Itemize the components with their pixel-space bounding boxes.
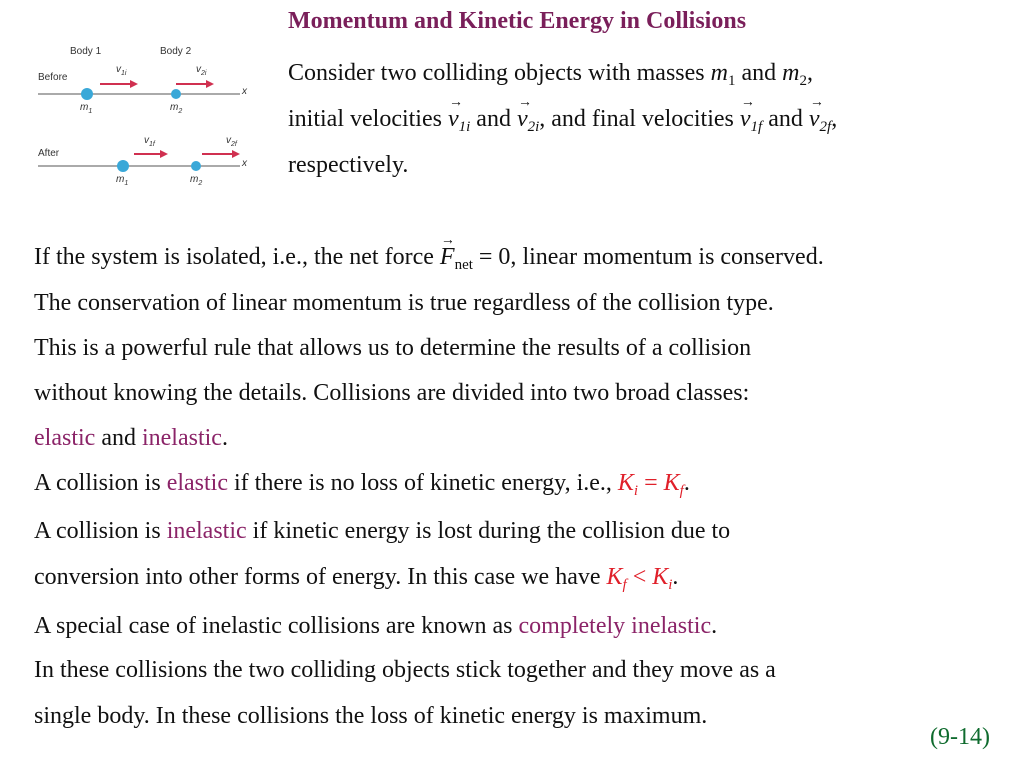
intro-line-1: Consider two colliding objects with masses $m_1$ and $m_2$, bbox=[288, 60, 813, 89]
m2-before-label: $m_2$ bbox=[170, 102, 183, 115]
para-line-6: A collision is elastic if there is no loss of kinetic energy, i.e., $K_i = K_f$. bbox=[34, 470, 690, 499]
body1-after-ball bbox=[117, 160, 129, 172]
m1-before-label: $m_1$ bbox=[80, 102, 93, 115]
m2-after-label: $m_2$ bbox=[190, 174, 203, 187]
body2-before-ball bbox=[171, 89, 181, 99]
body2-after-ball bbox=[191, 161, 201, 171]
slide-title: Momentum and Kinetic Energy in Collisions bbox=[288, 8, 747, 34]
v2i-label: $v_{2i}$ bbox=[196, 64, 207, 77]
m1-after-label: $m_1$ bbox=[116, 174, 129, 187]
para-line-11: single body. In these collisions the loss of kinetic energy is maximum. bbox=[34, 703, 708, 729]
para-line-3: This is a powerful rule that allows us to determine the results of a collision bbox=[34, 335, 752, 361]
para-line-7: A collision is inelastic if kinetic energy is lost during the collision due to bbox=[34, 518, 731, 544]
para-line-8: conversion into other forms of energy. In this case we have $K_f < K_i$. bbox=[34, 564, 679, 593]
body2-label: Body 2 bbox=[160, 46, 192, 57]
intro-line-2: initial velocities → $v_{1i}$ and → $v_{2i}$, and final velocities → $v_{1f}$ and → $v_{2f}$, bbox=[288, 104, 837, 142]
v1f-label: $v_{1f}$ bbox=[144, 135, 155, 148]
para-line-2: The conservation of linear momentum is true regardless of the collision type. bbox=[34, 290, 774, 316]
para-line-5: elastic and inelastic. bbox=[34, 425, 228, 451]
x-axis-label-after: x bbox=[242, 158, 247, 169]
para-line-9: A special case of inelastic collisions are known as completely inelastic. bbox=[34, 613, 718, 639]
body1-before-ball bbox=[81, 88, 93, 100]
before-label: Before bbox=[38, 72, 68, 83]
slide-number: (9-14) bbox=[930, 724, 990, 750]
after-label: After bbox=[38, 148, 60, 159]
para-line-4: without knowing the details. Collisions are divided into two broad classes: bbox=[34, 380, 750, 406]
para-line-1: If the system is isolated, i.e., the net force → $F_{net} = 0$, linear momentum is conserved. bbox=[34, 242, 824, 280]
v1i-label: $v_{1i}$ bbox=[116, 64, 127, 77]
x-axis-label-before: x bbox=[242, 86, 247, 97]
para-line-10: In these collisions the two colliding objects stick together and they move as a bbox=[34, 657, 776, 683]
body1-label: Body 1 bbox=[70, 46, 102, 57]
collision-diagram bbox=[30, 40, 260, 190]
v2f-label: $v_{2f}$ bbox=[226, 135, 237, 148]
collision-figure bbox=[30, 40, 260, 190]
intro-line-3: respectively. bbox=[288, 152, 409, 178]
